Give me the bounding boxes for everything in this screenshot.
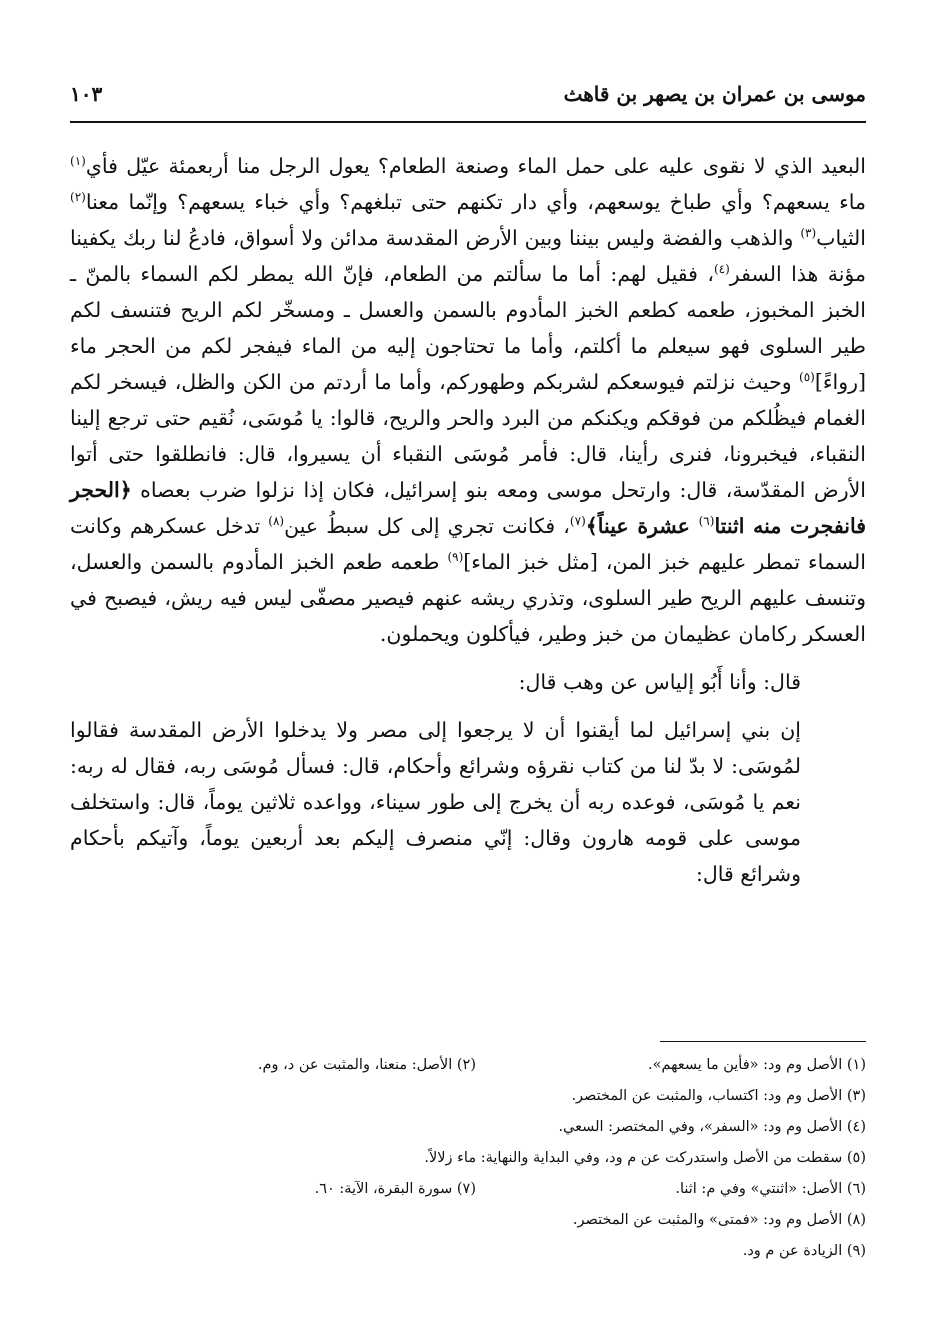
text-run: والذهب والفضة وليس بيننا وبين الأرض المقدسة مدائن ولا أسواق، فادعُ لنا ربك يكفينا مؤنة هذا السفر xyxy=(70,226,867,286)
footnote-3: (٣) الأصل وم ود: اكتساب، والمثبت عن المختصر. xyxy=(571,1088,866,1104)
page-header xyxy=(70,80,866,116)
footnote-marker-2: (٢) xyxy=(70,190,86,205)
text-run: ، فكانت تجري إلى كل سبطُ عين xyxy=(284,514,570,538)
main-text xyxy=(70,148,866,892)
paragraph-1 xyxy=(70,148,866,652)
footnote-divider xyxy=(660,1041,866,1042)
footnote-marker-8: (٨) xyxy=(268,514,285,529)
footnote-row xyxy=(70,1143,866,1174)
quran-verse: عشرة عيناً﴾ xyxy=(585,514,699,538)
footnote-4: (٤) الأصل وم ود: «السفر»، وفي المختصر: السعي. xyxy=(558,1119,866,1135)
footnote-row xyxy=(70,1174,866,1205)
footnote-row xyxy=(70,1205,866,1236)
text-run: تدخل عسكرهم وكانت السماء تمطر عليهم خبز المن، [مثل خبز الماء] xyxy=(70,514,866,574)
footnote-7: (٧) سورة البقرة، الآية: ٦٠. xyxy=(314,1181,476,1197)
footnote-marker-6: (٦) xyxy=(698,514,715,529)
footnote-marker-7: (٧) xyxy=(569,514,586,529)
paragraph-2: قال: وأنا أَبُو إلياس عن وهب قال: xyxy=(518,670,801,694)
text-run: طعمه طعم الخبز المأدوم بالسمن والعسل، وتنسف عليهم الريح طير السلوى، وتذري ريشه عنهم فيصير مصفّى ليس فيه ريش، فيصبح في العسكر ركامان عظيمان من خبز وطير، فيأكلون ويحملون. xyxy=(70,550,866,646)
footnote-row xyxy=(70,1050,866,1081)
footnote-marker-4: (٤) xyxy=(713,262,730,277)
page-number: ١٠٣ xyxy=(70,82,103,106)
running-title: موسى بن عمران بن يصهر بن قاهث xyxy=(563,82,866,106)
footnote-5: (٥) سقطت من الأصل واستدركت عن م ود، وفي البداية والنهاية: ماء زلالاً. xyxy=(424,1150,866,1166)
text-run: وحيث نزلتم فيوسعكم لشربكم وطهوركم، وأما ما أردتم من الكن والظل، فيسخر لكم الغمام فيظُلكم من فوقكم ويكنكم من البرد والحر والريح، قالوا: يا مُوسَى، نُقيم حتى ترجع إلينا النقباء، فيخبرونا، فنرى رأينا، قال: فأمر مُوسَى النقباء أن يسيروا، قال: فانطلقوا حتى أتوا الأرض المقدّسة، قال: وارتحل موسى ومعه بنو إسرائيل، فكان إذا نزلوا ضرب بعصاه xyxy=(70,370,866,502)
text-run: ، فقيل لهم: أما ما سألتم من الطعام، فإنّ الله يمطر لكم السماء بالمنّ ـ الخبز المخبوز، طعمه كطعم الخبز المأدوم بالسمن والعسل ـ ومسخّر لكم الريح فتنسف لكم طير السلوى فهو سيعلم ما أكلتم، وأما ما تحتاجون إليه من الماء فيفجر لكم من الحجر ماء [رواءً] xyxy=(70,262,866,394)
footnote-marker-5: (٥) xyxy=(799,370,815,385)
text-run: الثياب xyxy=(816,226,866,250)
footnote-8: (٨) الأصل وم ود: «فمتى» والمثبت عن المختصر. xyxy=(572,1212,866,1228)
footnote-marker-3: (٣) xyxy=(800,226,817,241)
footnote-marker-9: (٩) xyxy=(447,550,464,565)
header-divider xyxy=(70,121,866,123)
footnote-1: (١) الأصل وم ود: «فأين ما يسعهم». xyxy=(648,1057,866,1073)
footnote-9: (٩) الزيادة عن م ود. xyxy=(742,1243,866,1259)
paragraph-3: إن بني إسرائيل لما أيقنوا أن لا يرجعوا إلى مصر ولا يدخلوا الأرض المقدسة فقالوا لمُوسَى: لا بدّ لنا من كتاب نقرؤه وشرائع وأحكام، قال: فسأل مُوسَى ربه، فقال له ربه: نعم يا مُوسَى، فوعده ربه أن يخرج إلى طور سيناء، وواعده ثلاثين يوماً، قال: واستخلف موسى على قومه هارون وقال: إنّي منصرف إليكم بعد أربعين يوماً، وآتيكم بأحكام وشرائع قال: xyxy=(70,718,801,886)
footnote-row xyxy=(70,1236,866,1267)
footnote-row xyxy=(70,1112,866,1143)
quran-verse: ﴿الحجر فانفجرت منه اثنتا xyxy=(70,478,866,538)
footnotes xyxy=(70,1050,866,1267)
text-run: البعيد الذي لا نقوى عليه على حمل الماء وصنعة الطعام؟ يعول الرجل منا أربعمئة عيّل فأي xyxy=(85,154,866,178)
footnote-2: (٢) الأصل: منعنا، والمثبت عن د، وم. xyxy=(257,1057,476,1073)
footnote-marker-1: (١) xyxy=(70,154,86,169)
footnote-row xyxy=(70,1081,866,1112)
text-run: ماء يسعهم؟ وأي طباخ يوسعهم، وأي دار تكنهم حتى تبلغهم؟ وأي خباء يسعهم؟ وإنّما معنا xyxy=(85,190,866,214)
footnote-6: (٦) الأصل: «اثنتي» وفي م: اثنا. xyxy=(675,1181,866,1197)
